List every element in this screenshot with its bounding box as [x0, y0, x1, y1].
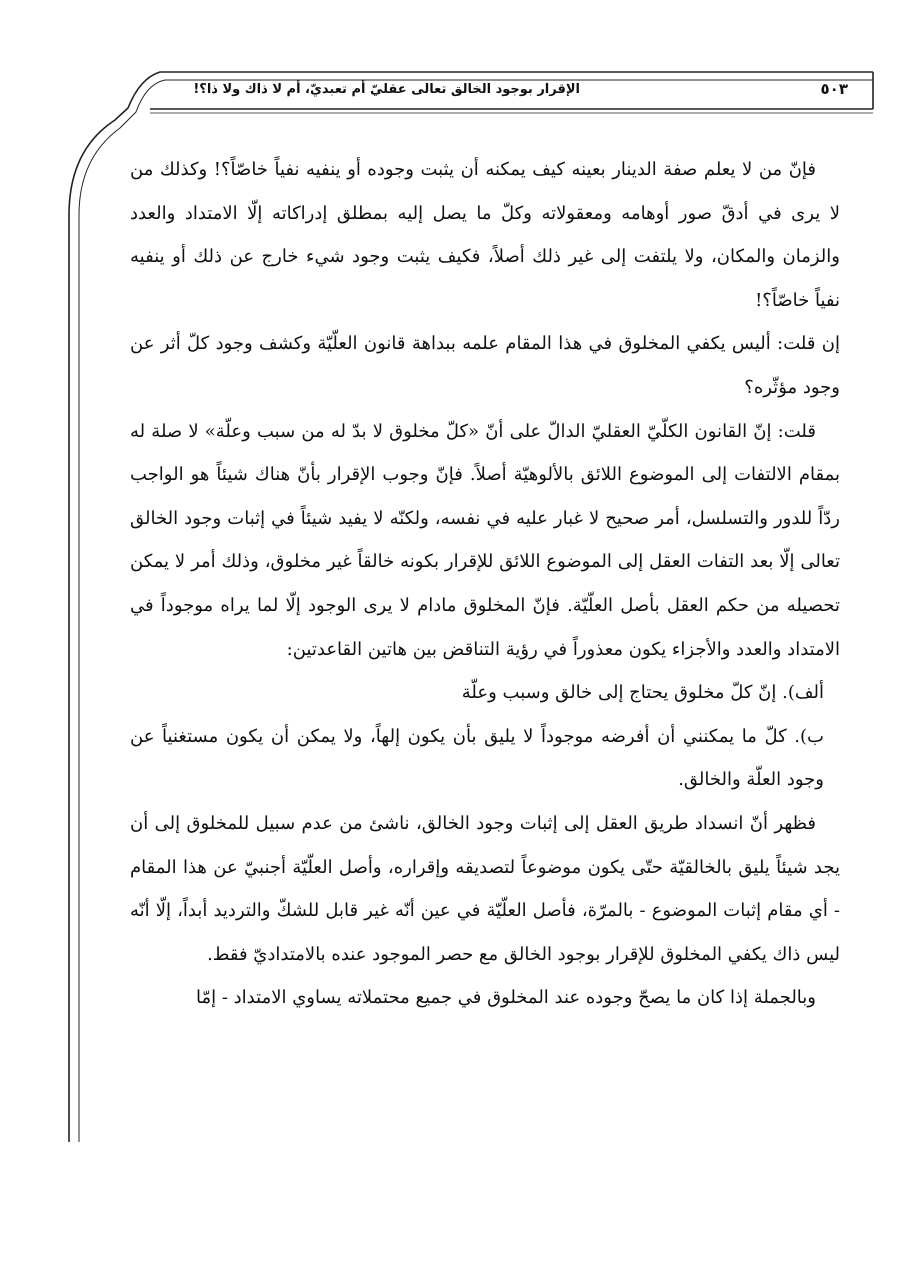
- page-number: ٥٠٣: [820, 80, 848, 98]
- paragraph: قلت: إنّ القانون الكلّيّ العقليّ الدالّ على أنّ «كلّ مخلوق لا بدّ له من سبب وعلّة» لا صلة له بمقام الالتفات إلى الموضوع اللائق بالألوهيّة أصلاً. فإنّ وجوب الإقرار بأنّ هناك شيئاً هو الواجب ردّاً للدور والتسلسل، أمر صحيح لا غبار عليه في نفسه، ولكنّه لا يفيد شيئاً في إثبات وجود الخالق تعالى إلّا بعد التفات العقل إلى الموضوع اللائق للإقرار بكونه خالقاً غير مخلوق، وذلك أمر لا يمكن تحصيله من حكم العقل بأصل العلّيّة. فإنّ المخلوق مادام لا يرى الوجود إلّا لما يراه موجوداً في الامتداد والعدد والأجزاء يكون معذوراً في رؤية التناقض بين هاتين القاعدتين:: [130, 420, 840, 660]
- paragraph: فإنّ من لا يعلم صفة الدينار بعينه كيف يمكنه أن يثبت وجوده أو ينفيه نفياً خاصّاً؟! وكذلك من لا يرى في أدقّ صور أوهامه ومعقولاته وكلّ ما يصل إليه بمطلق إدراكاته إلّا الامتداد والعدد والزمان والمكان، ولا يلتفت إلى غير ذلك أصلاً، فكيف يثبت وجود شيء خارج عن ذلك أو ينفيه نفياً خاصّاً؟!: [130, 159, 840, 311]
- list-item: ب). كلّ ما يمكنني أن أفرضه موجوداً لا يليق بأن يكون إلهاً، ولا يمكن أن يكون مستغنياً عن وجود العلّة والخالق.: [130, 725, 824, 791]
- list-item: ألف). إنّ كلّ مخلوق يحتاج إلى خالق وسبب وعلّة: [461, 682, 824, 704]
- paragraph: إن قلت: أليس يكفي المخلوق في هذا المقام علمه ببداهة قانون العلّيّة وكشف وجود كلّ أثر عن وجود مؤثّره؟: [130, 333, 840, 398]
- paragraph: فظهر أنّ انسداد طريق العقل إلى إثبات وجود الخالق، ناشئ من عدم سبيل للمخلوق إلى أن يجد شيئاً يليق بالخالقيّة حتّى يكون موضوعاً لتصديقه وإقراره، وأصل العلّيّة أجنبيّ عن هذا المقام - أي مقام إثبات الموضوع - بالمرّة، فأصل العلّيّة في عين أنّه غير قابل للشكّ والترديد أبداً، إلّا أنّه ليس ذاك يكفي المخلوق للإقرار بوجود الخالق مع حصر الموجود عنده بالامتداديّ فقط.: [130, 812, 840, 965]
- running-title: الإقرار بوجود الخالق تعالى عقليّ أم تعبديّ، أم لا ذاك ولا ذا؟!: [193, 82, 580, 97]
- paragraph: وبالجملة إذا كان ما يصحّ وجوده عند المخلوق في جميع محتملاته يساوي الامتداد - إمّا: [196, 987, 816, 1009]
- page-body: [130, 148, 840, 1148]
